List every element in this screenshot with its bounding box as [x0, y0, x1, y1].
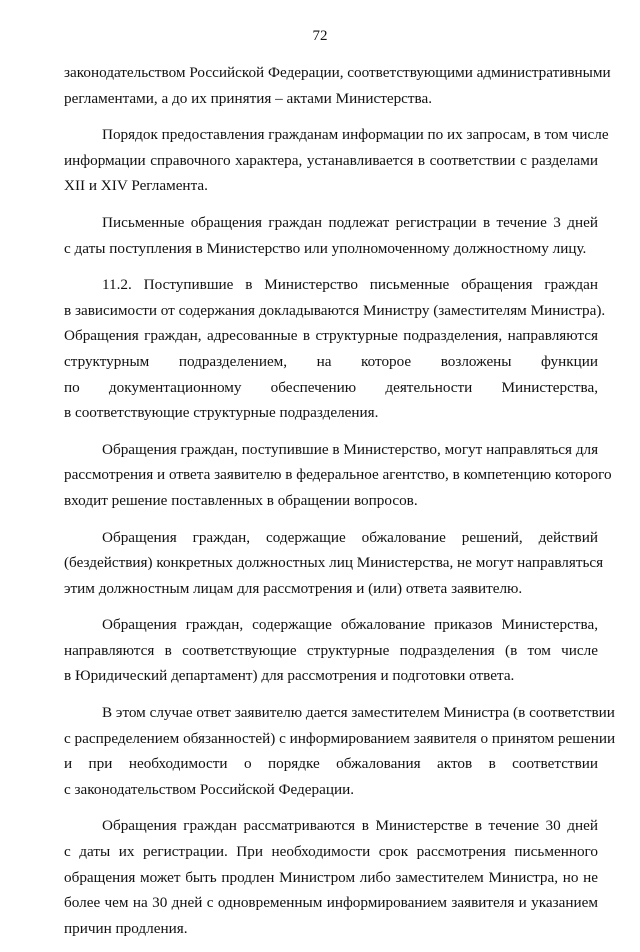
text-line: информации справочного характера, устанавливается в соответствии с разделами: [64, 151, 598, 169]
paragraph: [64, 122, 609, 199]
paragraph: [64, 525, 604, 602]
text-line: с даты их регистрации. При необходимости срок рассмотрения письменного: [64, 843, 598, 861]
paragraph: [64, 700, 616, 802]
text-line: в зависимости от содержания докладываются Министру (заместителям Министра).: [64, 301, 606, 319]
text-line: причин продления.: [64, 919, 188, 937]
text-line: В этом случае ответ заявителю дается заместителем Министра (в соответствии: [102, 704, 615, 722]
text-line: в соответствующие структурные подразделения.: [64, 404, 379, 422]
text-line: более чем на 30 дней с одновременным информированием заявителя и указанием: [64, 894, 598, 912]
text-line: Порядок предоставления гражданам информации по их запросам, в том числе: [102, 126, 609, 144]
text-line: входит решение поставленных в обращении вопросов.: [64, 491, 418, 509]
paragraph: [64, 437, 612, 514]
text-line: законодательством Российской Федерации, соответствующими административными: [64, 64, 611, 81]
text-line: структурным подразделением, на которое возложены функции: [64, 352, 598, 370]
paragraph: [64, 60, 611, 111]
text-line: XII и XIV Регламента.: [64, 177, 208, 195]
text-line: Обращения граждан рассматриваются в Министерстве в течение 30 дней: [102, 817, 598, 835]
text-line: (бездействия) конкретных должностных лиц Министерства, не могут направляться: [64, 554, 604, 572]
text-line: Письменные обращения граждан подлежат регистрации в течение 3 дней: [102, 213, 598, 231]
text-line: с распределением обязанностей) с информированием заявителя о принятом решении: [64, 729, 616, 747]
text-line: Обращения граждан, поступившие в Министерство, могут направляться для: [102, 440, 599, 458]
text-line: в Юридический департамент) для рассмотрения и подготовки ответа.: [64, 667, 515, 685]
text-line: и при необходимости о порядке обжалования актов в соответствии: [64, 755, 598, 773]
paragraph: [64, 612, 598, 689]
text-line: Обращения граждан, адресованные в структурные подразделения, направляются: [64, 327, 598, 345]
paragraph: [64, 272, 606, 426]
text-line: с даты поступления в Министерство или уполномоченному должностному лицу.: [64, 239, 587, 257]
text-line: Обращения граждан, содержащие обжалование приказов Министерства,: [102, 616, 598, 634]
text-line: регламентами, а до их принятия – актами Министерства.: [64, 89, 433, 107]
text-line: 11.2. Поступившие в Министерство письменные обращения граждан: [102, 276, 598, 294]
text-line: этим должностным лицам для рассмотрения и (или) ответа заявителю.: [64, 579, 523, 597]
text-line: рассмотрения и ответа заявителю в федеральное агентство, в компетенцию которого: [64, 466, 612, 484]
text-line: Обращения граждан, содержащие обжалование решений, действий: [102, 528, 598, 546]
document-body: [64, 60, 616, 952]
text-line: с законодательством Российской Федерации.: [64, 780, 355, 798]
text-line: направляются в соответствующие структурные подразделения (в том числе: [64, 641, 598, 659]
page-number: 72: [312, 28, 328, 44]
text-line: по документационному обеспечению деятельности Министерства,: [64, 378, 598, 396]
paragraph: [64, 210, 598, 261]
text-line: обращения может быть продлен Министром либо заместителем Министра, но не: [64, 868, 598, 886]
paragraph: [64, 813, 598, 941]
